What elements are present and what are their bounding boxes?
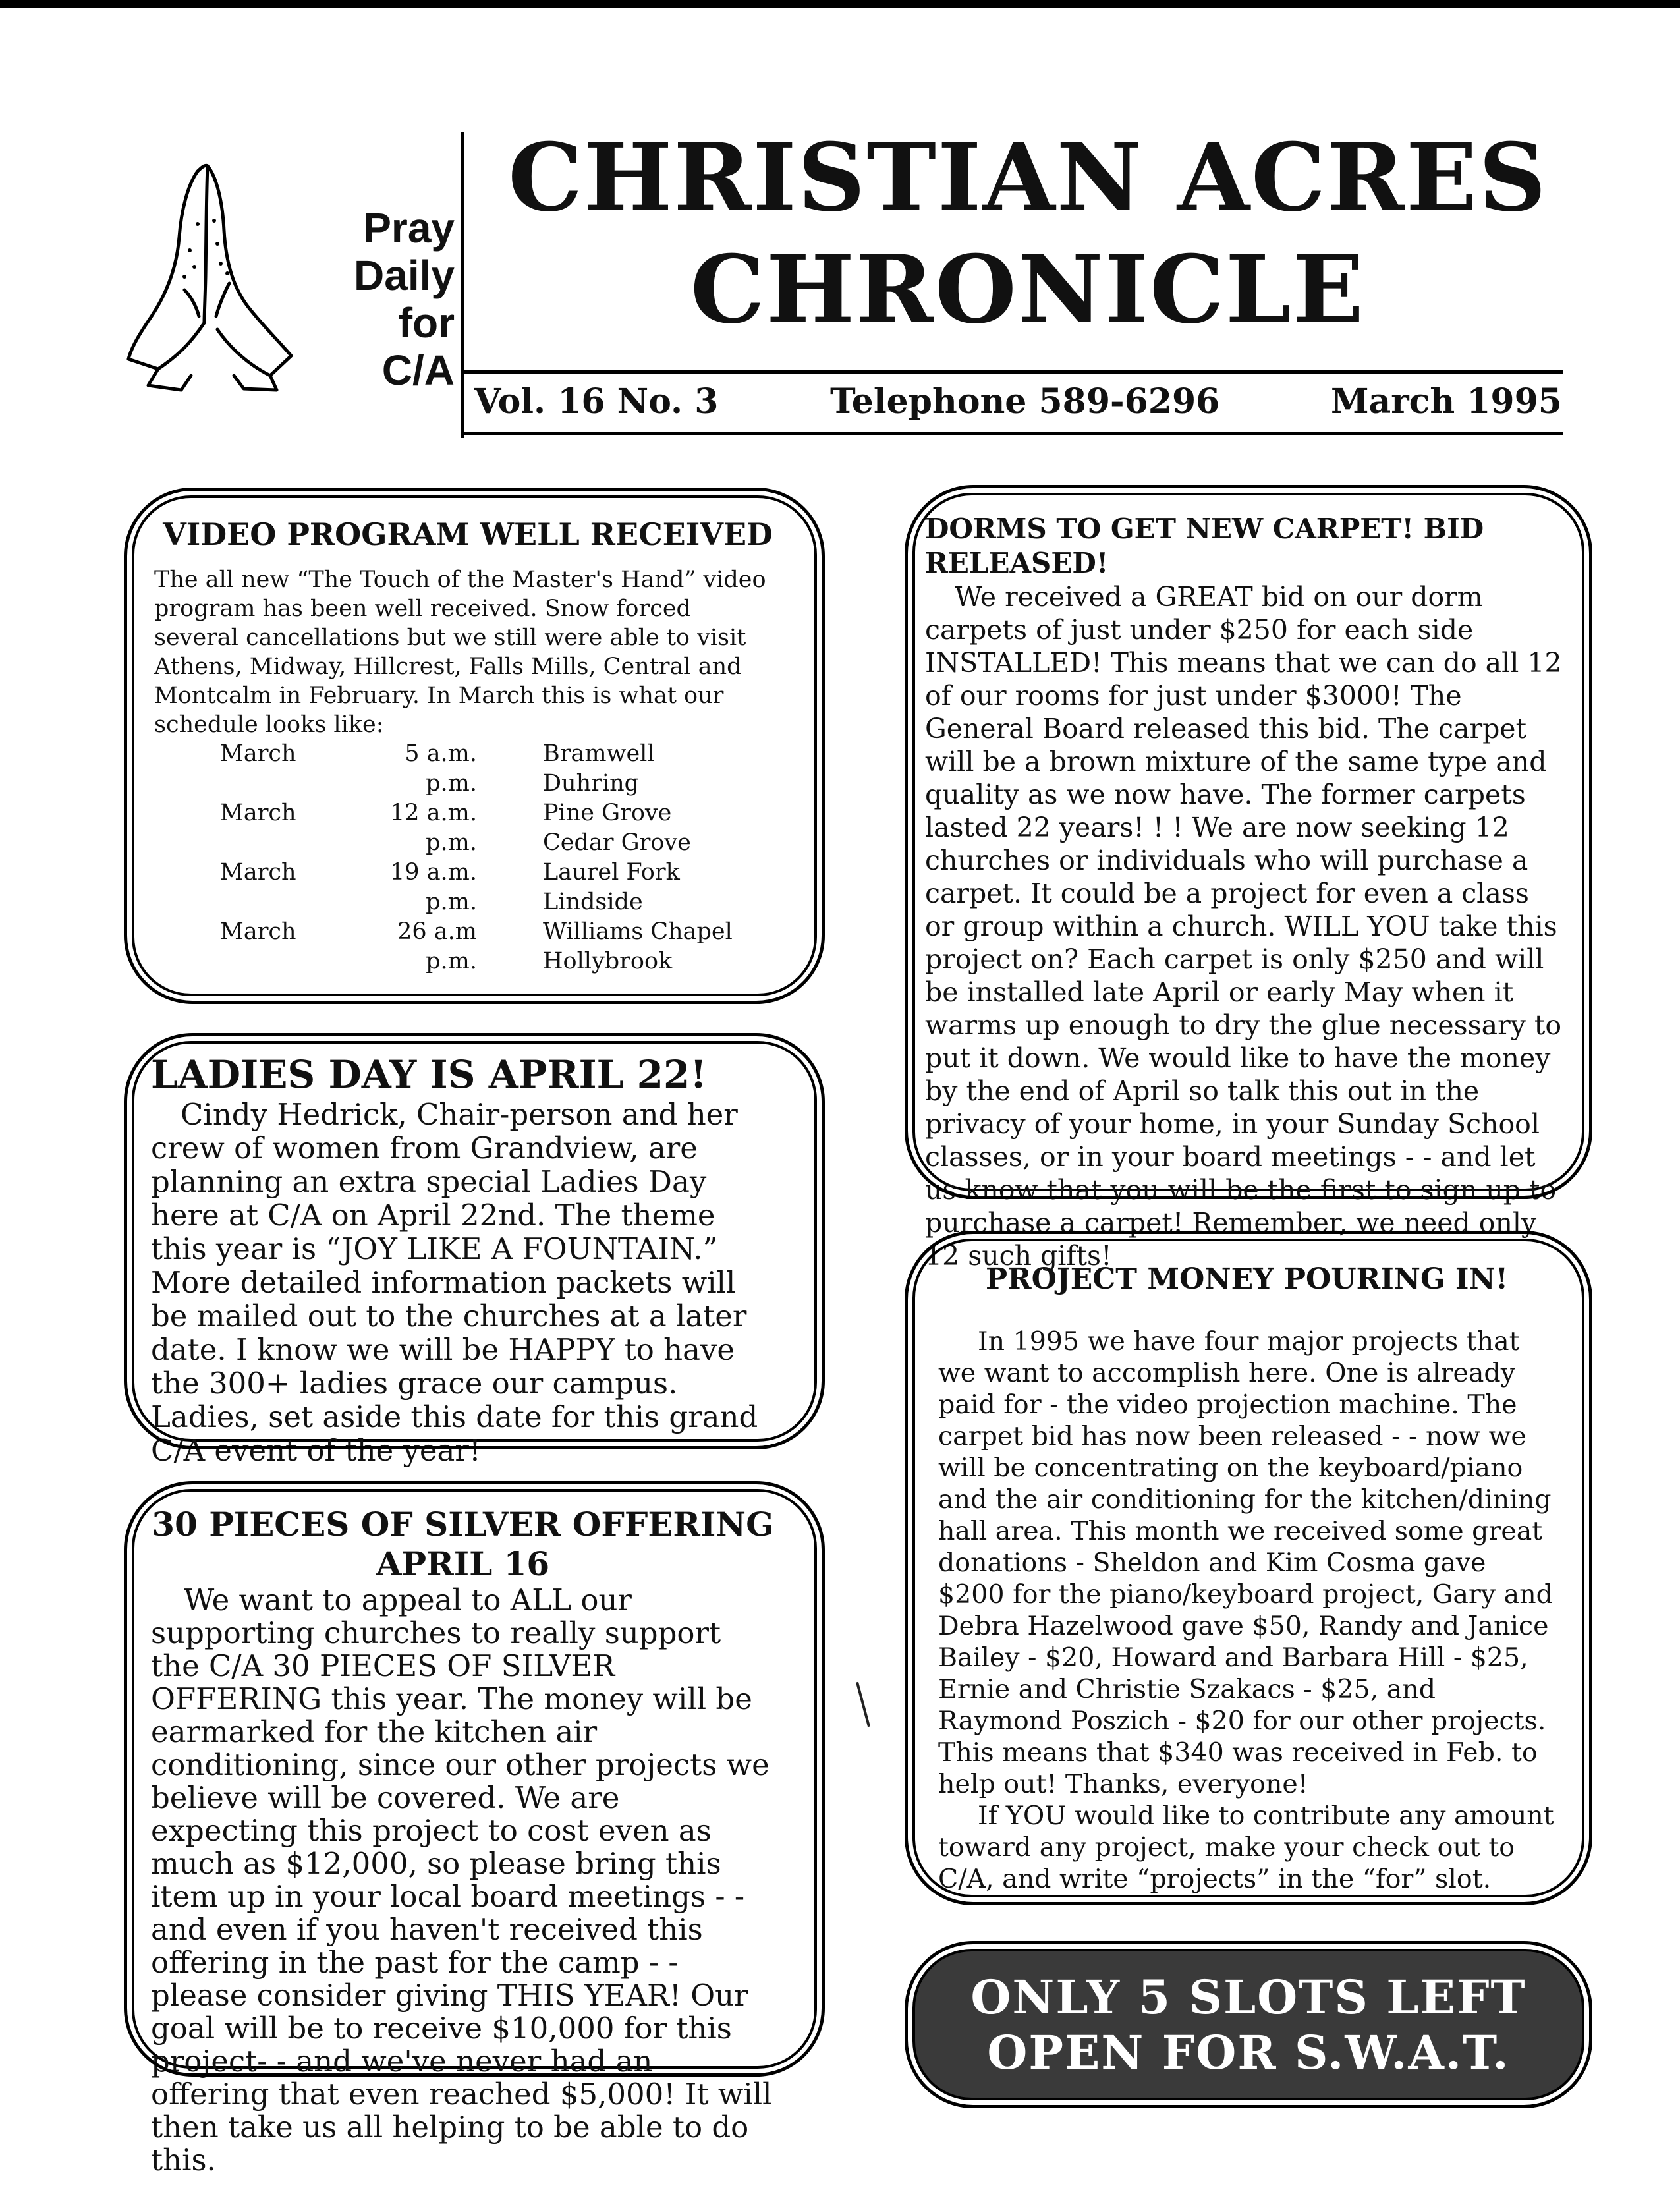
article-heading: VIDEO PROGRAM WELL RECEIVED bbox=[163, 517, 773, 552]
banner-line-2: OPEN FOR S.W.A.T. bbox=[987, 2025, 1510, 2080]
telephone-number: Telephone 589-6296 bbox=[830, 381, 1220, 422]
article-body: We received a GREAT bid on our dorm carpets of just under $250 for each side INSTALLED! This means that we can do all 12 of our rooms for just under $3000! The General Board released this bid. The carpet will be a brown mixture of the same type and quality as we now have. The former carpets lasted 22 years! ! ! We are now seeking 12 churches or individuals who will purchase a carpet. It could be a project for even a class or group within a church. WILL YOU take this project on? Each carpet is only $250 and will be installed late April or early May when it warms up enough to dry the glue necessary to put it down. We would like to have the money by the end of April so talk this out in the privacy of your home, in your Sunday School classes, or in your board meetings - - and let us know that you will be the first to sign up to purchase a carpet! Remember, we need only 12 such gifts! bbox=[925, 581, 1562, 1272]
top-border bbox=[0, 0, 1680, 8]
praying-hands-icon bbox=[119, 158, 303, 395]
table-row bbox=[220, 858, 780, 887]
table-row bbox=[220, 887, 780, 917]
title-line-2: CHRONICLE bbox=[690, 235, 1366, 345]
schedule-church: Pine Grove bbox=[543, 800, 672, 826]
banner-line-1: ONLY 5 SLOTS LEFT bbox=[970, 1970, 1526, 2025]
schedule-time: 19 a.m. bbox=[390, 859, 477, 885]
schedule-month: March bbox=[220, 859, 296, 885]
schedule-church: Laurel Fork bbox=[543, 859, 680, 885]
dorm-carpet-article bbox=[912, 493, 1584, 1272]
schedule-month bbox=[220, 947, 345, 976]
video-program-article bbox=[132, 495, 817, 996]
table-row bbox=[220, 917, 780, 947]
swat-slots-banner bbox=[912, 1949, 1584, 2100]
article-heading bbox=[151, 1505, 775, 1584]
pray-line: Daily bbox=[354, 252, 455, 299]
title-line-1: CHRISTIAN ACRES bbox=[508, 123, 1548, 233]
schedule-month: March bbox=[220, 800, 296, 826]
pray-line: Pray bbox=[363, 204, 455, 252]
table-row bbox=[220, 947, 780, 976]
article-body: If YOU would like to contribute any amount toward any project, make your check out to C/A, and write “projects” in the “for” slot. bbox=[938, 1801, 1554, 1894]
article-heading: DORMS TO GET NEW CARPET! BID RELEASED! bbox=[925, 513, 1484, 579]
schedule-church: Lindside bbox=[543, 889, 643, 915]
schedule-church: Williams Chapel bbox=[543, 918, 733, 945]
article-body: The all new “The Touch of the Master's Hand” video program has been well received. Snow forced several cancellations but we still were able to visit Athens, Midway, Hillcrest, Falls Mills, Central and Montcalm in February. In March this is what our schedule looks like: bbox=[154, 567, 766, 738]
schedule-time: p.m. bbox=[426, 889, 477, 915]
article-body: In 1995 we have four major projects that we want to accomplish here. One is already paid for - the video projection machine. The carpet bid has now been released - - now we will be concentrating on the keyboard/piano and the air conditioning for the kitchen/dining hall area. This month we received some great donations - Sheldon and Kim Cosma gave $200 for the piano/keyboard project, Gary and Debra Hazelwood gave $50, Randy and Janice Bailey - $20, Howard and Barbara Hill - $25, Ernie and Christie Szakacs - $25, and Raymond Poszich - $20 for our other projects. This means that $340 was received in Feb. to help out! Thanks, everyone! bbox=[938, 1326, 1553, 1799]
article-heading: PROJECT MONEY POURING IN! bbox=[985, 1262, 1509, 1296]
table-row bbox=[220, 739, 780, 769]
schedule-time: p.m. bbox=[426, 829, 477, 856]
heading-line-1: 30 PIECES OF SILVER OFFERING bbox=[152, 1505, 774, 1544]
project-money-article bbox=[912, 1239, 1584, 1897]
schedule-time: p.m. bbox=[426, 948, 477, 974]
table-row bbox=[220, 828, 780, 858]
volume-number: Vol. 16 No. 3 bbox=[474, 381, 719, 422]
schedule-month bbox=[220, 828, 345, 858]
masthead-divider bbox=[461, 132, 464, 438]
newsletter-title bbox=[488, 122, 1568, 346]
stray-mark bbox=[856, 1682, 870, 1727]
schedule-month bbox=[220, 769, 345, 799]
video-schedule-table bbox=[220, 739, 780, 976]
schedule-month: March bbox=[220, 918, 296, 945]
schedule-church: Hollybrook bbox=[543, 948, 673, 974]
schedule-time: 26 a.m bbox=[397, 918, 477, 945]
schedule-time: 5 a.m. bbox=[405, 741, 477, 767]
banner-text bbox=[915, 1970, 1582, 2081]
masthead-rule-top bbox=[461, 370, 1563, 374]
masthead-rule-bottom bbox=[461, 432, 1563, 435]
article-heading: LADIES DAY IS APRIL 22! bbox=[151, 1052, 707, 1097]
schedule-time: p.m. bbox=[426, 770, 477, 797]
schedule-month bbox=[220, 887, 345, 917]
article-body: We want to appeal to ALL our supporting churches to really support the C/A 30 PIECES OF SILVER OFFERING this year. The money will be earmarked for the kitchen air conditioning, since our other projects we believe will be covered. We are expecting this project to cost even as much as $12,000, so please bring this item up in your local board meetings - - and even if you haven't received this offering in the past for the camp - - please consider giving THIS YEAR! Our goal will be to receive $10,000 for this project- - and we've never had an offering that even reached $5,000! It will then take us all helping to be able to do this. bbox=[151, 1583, 772, 2177]
pray-line: for bbox=[398, 299, 455, 347]
table-row bbox=[220, 769, 780, 799]
table-row bbox=[220, 799, 780, 828]
schedule-time: 12 a.m. bbox=[390, 800, 477, 826]
pray-daily-tagline bbox=[310, 204, 455, 394]
ladies-day-article bbox=[132, 1041, 817, 1468]
issue-date: March 1995 bbox=[1331, 381, 1562, 422]
heading-line-2: APRIL 16 bbox=[376, 1544, 550, 1583]
silver-offering-article bbox=[132, 1489, 817, 2177]
schedule-church: Bramwell bbox=[543, 741, 655, 767]
pray-line: C/A bbox=[381, 347, 455, 394]
schedule-church: Cedar Grove bbox=[543, 829, 691, 856]
schedule-month: March bbox=[220, 741, 296, 767]
article-body: Cindy Hedrick, Chair-person and her crew of women from Grandview, are planning an extra special Ladies Day here at C/A on April 22nd. The theme this year is “JOY LIKE A FOUNTAIN.” More detailed information packets will be mailed out to the churches at a later date. I know we will be HAPPY to have the 300+ ladies grace our campus. Ladies, set aside this date for this grand C/A event of the year! bbox=[151, 1097, 758, 1468]
schedule-church: Duhring bbox=[543, 770, 640, 797]
